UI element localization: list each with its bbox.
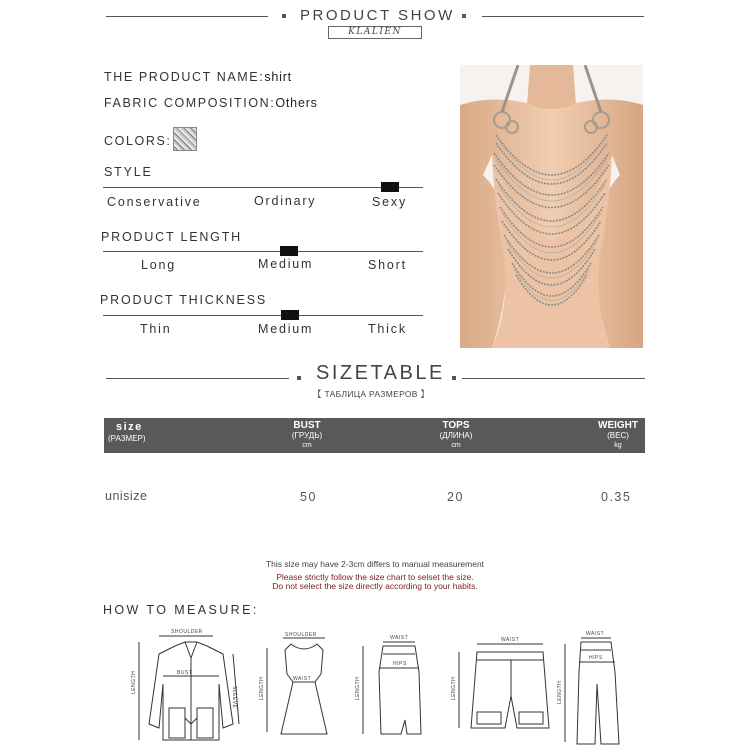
thickness-label: PRODUCT THICKNESS bbox=[100, 293, 267, 307]
header-dot-right bbox=[462, 14, 466, 18]
measure-diagrams bbox=[125, 624, 645, 750]
header-dot-left bbox=[282, 14, 286, 18]
dress-length-label: LENGTH bbox=[259, 676, 265, 700]
dress-diagram bbox=[267, 638, 327, 734]
pants-waist-label: WAIST bbox=[586, 631, 605, 637]
col-tops: TOPS (ДЛИНА) cm bbox=[439, 420, 473, 449]
length-option-long: Long bbox=[141, 258, 177, 272]
pants-hips-label: HIPS bbox=[589, 655, 603, 661]
sizetable-title: SIZETABLE bbox=[316, 362, 445, 384]
jacket-length-label: LENGTH bbox=[131, 670, 137, 694]
length-option-medium: Medium bbox=[258, 257, 314, 271]
color-swatch bbox=[173, 127, 197, 151]
shorts-length-label: LENGTH bbox=[451, 676, 457, 700]
row-size-value: unisize bbox=[105, 489, 148, 503]
fabric-value: Others bbox=[275, 96, 318, 110]
header-line-right bbox=[482, 16, 644, 17]
row-tops-value: 20 bbox=[447, 490, 464, 504]
skirt-diagram bbox=[363, 642, 421, 734]
thickness-option-thick: Thick bbox=[368, 322, 407, 336]
col-size: size (РАЗМЕР) bbox=[108, 421, 146, 443]
thickness-option-thin: Thin bbox=[140, 322, 172, 336]
jacket-sleeve-label: SLEEVE bbox=[231, 686, 237, 709]
skirt-hips-label: HIPS bbox=[393, 661, 407, 667]
fabric-label: FABRIC COMPOSITION: bbox=[104, 96, 276, 110]
dress-shoulder-label: SHOULDER bbox=[285, 632, 317, 638]
style-label: STYLE bbox=[104, 165, 153, 179]
how-to-measure-title: HOW TO MEASURE: bbox=[103, 603, 259, 617]
shorts-diagram bbox=[459, 644, 549, 728]
thickness-selected-marker bbox=[281, 310, 299, 320]
sizetable-dot-right bbox=[452, 376, 456, 380]
length-option-short: Short bbox=[368, 258, 407, 272]
style-option-sexy: Sexy bbox=[372, 195, 407, 209]
style-option-conservative: Conservative bbox=[107, 195, 202, 209]
style-scale-line bbox=[103, 187, 423, 188]
jacket-diagram bbox=[139, 636, 239, 740]
size-table-header bbox=[104, 418, 645, 453]
product-photo bbox=[460, 65, 643, 348]
style-selected-marker bbox=[381, 182, 399, 192]
sizetable-dot-left bbox=[297, 376, 301, 380]
thickness-scale-line bbox=[103, 315, 423, 316]
measurement-note: This size may have 2-3cm differs to manual measurement bbox=[265, 559, 485, 569]
header-line-left bbox=[106, 16, 268, 17]
header-title: PRODUCT SHOW bbox=[300, 7, 455, 24]
product-name-value: shirt bbox=[264, 70, 292, 84]
product-name bbox=[104, 70, 292, 84]
pants-length-label: LENGTH bbox=[557, 680, 563, 704]
thickness-option-medium: Medium bbox=[258, 322, 314, 336]
jacket-shoulder-label: SHOULDER bbox=[171, 629, 203, 635]
skirt-waist-label: WAIST bbox=[390, 635, 409, 641]
shorts-waist-label: WAIST bbox=[501, 637, 520, 643]
col-bust: BUST (ГРУДЬ) cm bbox=[291, 420, 323, 449]
product-name-label: THE PRODUCT NAME: bbox=[104, 70, 265, 84]
length-scale-line bbox=[103, 251, 423, 252]
length-label: PRODUCT LENGTH bbox=[101, 230, 242, 244]
fabric-composition bbox=[104, 96, 318, 110]
length-selected-marker bbox=[280, 246, 298, 256]
sizetable-subtitle: 【 ТАБЛИЦА РАЗМЕРОВ 】 bbox=[313, 389, 430, 399]
skirt-length-label: LENGTH bbox=[355, 676, 361, 700]
sizetable-line-left bbox=[106, 378, 289, 379]
style-option-ordinary: Ordinary bbox=[254, 194, 317, 208]
colors-label: COLORS: bbox=[104, 134, 172, 148]
warning-note-1: Please strictly follow the size chart to selset the size. bbox=[276, 572, 474, 582]
dress-waist-label: WAIST bbox=[293, 676, 312, 682]
jacket-bust-label: BUST bbox=[177, 670, 193, 676]
row-weight-value: 0.35 bbox=[601, 490, 632, 504]
warning-note-2: Do not select the size directly according to your habits. bbox=[272, 581, 478, 591]
row-bust-value: 50 bbox=[300, 490, 317, 504]
brand-label: KLALIEN bbox=[328, 26, 422, 39]
pants-diagram bbox=[565, 638, 619, 744]
sizetable-line-right bbox=[462, 378, 645, 379]
col-weight: WEIGHT (ВЕС) kg bbox=[598, 420, 638, 449]
mannequin-with-chain-top bbox=[460, 65, 643, 348]
